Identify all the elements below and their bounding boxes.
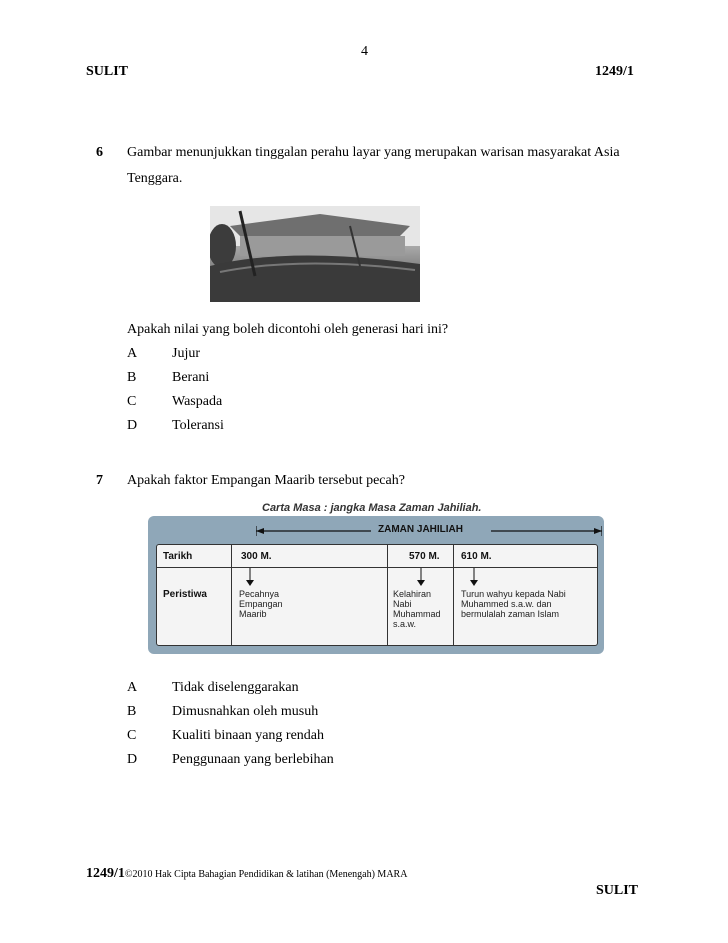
option-text: Penggunaan yang berlebihan: [172, 752, 334, 767]
option-letter: A: [127, 346, 138, 361]
down-arrow-icon: [416, 568, 426, 586]
event-empangan-maarib: Pecahnya Empangan Maarib: [239, 589, 283, 619]
down-arrow-icon: [245, 568, 255, 586]
date-570: 570 M.: [409, 551, 440, 562]
footer-paper-code: 1249/1: [86, 866, 125, 881]
event-kelahiran-nabi: Kelahiran Nabi Muhammad s.a.w.: [393, 589, 441, 629]
question-6-prompt: Apakah nilai yang boleh dicontohi oleh generasi hari ini?: [127, 322, 449, 337]
footer-copyright-line: [86, 866, 407, 882]
footer-copyright: ©2010 Hak Cipta Bahagian Pendidikan & latihan (Menengah) MARA: [124, 869, 408, 880]
header-classification: SULIT: [86, 64, 129, 79]
boat-photo-image: [210, 206, 420, 302]
option-text: Toleransi: [172, 418, 224, 433]
event-turun-wahyu: Turun wahyu kepada Nabi Muhammed s.a.w. dan bermulalah zaman Islam: [461, 589, 566, 619]
option-text: Tidak diselenggarakan: [172, 680, 299, 695]
option-text: Kualiti binaan yang rendah: [172, 728, 325, 743]
q6-option-d[interactable]: [0, 418, 728, 438]
date-610: 610 M.: [461, 551, 492, 562]
down-arrow-icon: [469, 568, 479, 586]
question-6-text-line2: Tenggara.: [127, 171, 183, 186]
era-label: ZAMAN JAHILIAH: [378, 524, 463, 535]
page-number: 4: [361, 44, 368, 59]
option-letter: B: [127, 704, 137, 719]
option-letter: B: [127, 370, 137, 385]
option-text: Waspada: [172, 394, 223, 409]
boat-photo: [210, 206, 420, 302]
table-col-divider: [387, 545, 388, 645]
row-label-peristiwa: Peristiwa: [163, 589, 207, 600]
option-letter: D: [127, 418, 138, 433]
header-paper-code: 1249/1: [595, 64, 634, 79]
timeline-chart: [148, 516, 604, 654]
timeline-era-header: [256, 524, 602, 538]
row-label-tarikh: Tarikh: [163, 551, 193, 562]
table-col-divider: [453, 545, 454, 645]
table-col-divider: [231, 545, 232, 645]
q6-option-a[interactable]: [0, 346, 728, 366]
timeline-caption: Carta Masa : jangka Masa Zaman Jahiliah.: [262, 502, 482, 514]
table-row-divider: [157, 567, 597, 568]
date-300: 300 M.: [241, 551, 272, 562]
question-7-number: 7: [96, 473, 103, 488]
timeline-table: [156, 544, 598, 646]
q7-option-c[interactable]: [0, 728, 728, 748]
question-6-number: 6: [96, 145, 103, 160]
q6-option-b[interactable]: [0, 370, 728, 390]
q7-option-a[interactable]: [0, 680, 728, 700]
option-text: Dimusnahkan oleh musuh: [172, 704, 319, 719]
option-letter: C: [127, 728, 137, 743]
footer-classification: SULIT: [596, 883, 639, 898]
option-text: Berani: [172, 370, 210, 385]
question-6-text-line1: Gambar menunjukkan tinggalan perahu layar yang merupakan warisan masyarakat Asia: [127, 145, 620, 160]
option-text: Jujur: [172, 346, 200, 361]
question-7-text: Apakah faktor Empangan Maarib tersebut pecah?: [127, 473, 405, 488]
q7-option-d[interactable]: [0, 752, 728, 772]
option-letter: C: [127, 394, 137, 409]
option-letter: D: [127, 752, 138, 767]
option-letter: A: [127, 680, 138, 695]
q6-option-c[interactable]: [0, 394, 728, 414]
q7-option-b[interactable]: [0, 704, 728, 724]
